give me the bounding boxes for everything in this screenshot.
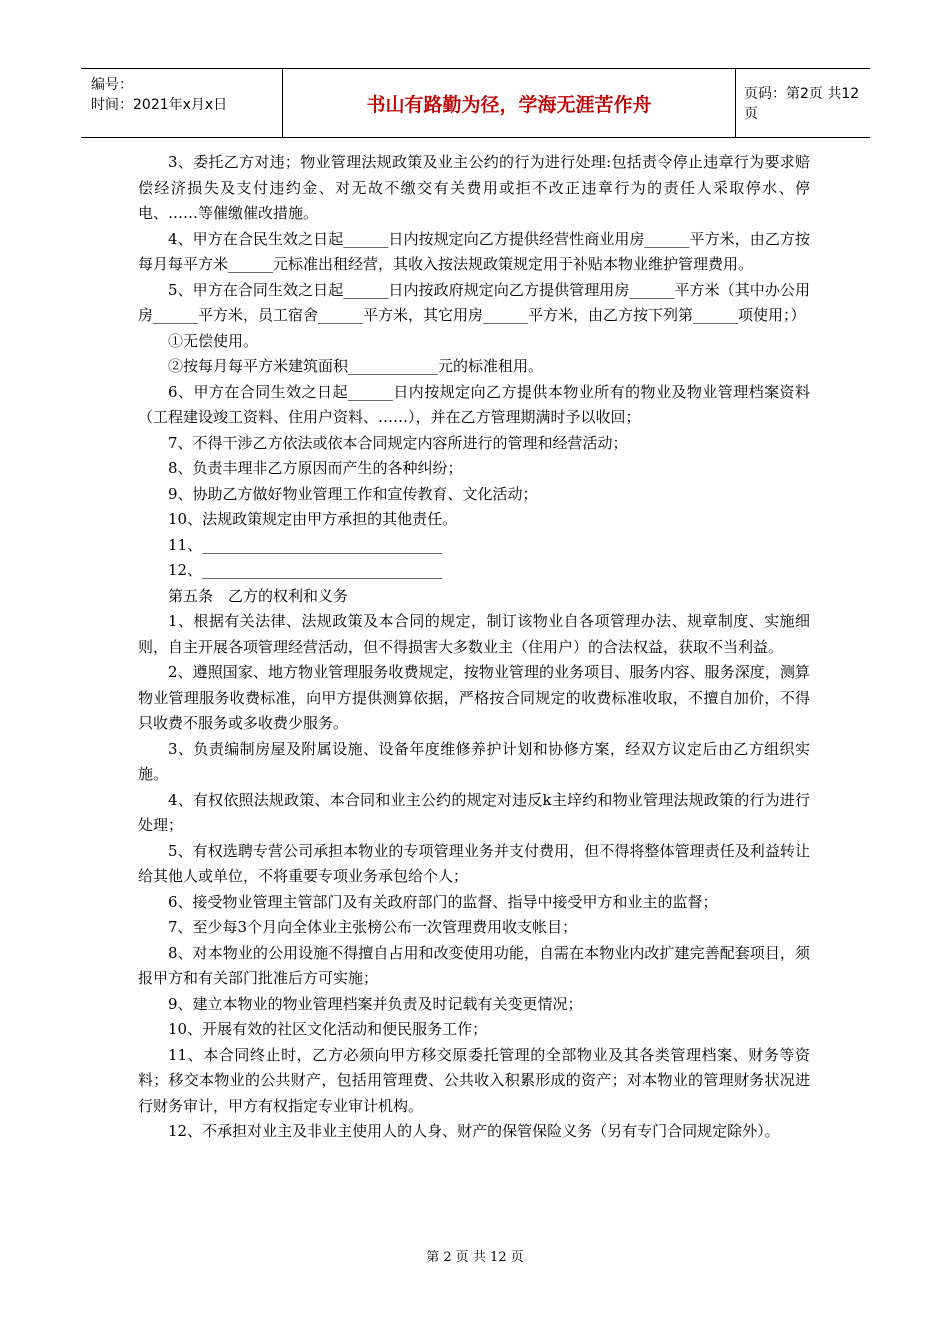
paragraph: 5、有权选聘专营公司承担本物业的专项管理业务并支付费用，但不得将整体管理责任及利益转让给其他人或单位，不将重要专项业务承包给个人； [138,841,810,885]
paragraph: 9、协助乙方做好物业管理工作和宣传教育、文化活动； [168,484,538,503]
paragraph: ①无偿使用。 [168,331,259,350]
paragraph: 4、甲方在合民生效之日起______日内按规定向乙方提供经营性商业用房______平方米，由乙方按每月每平方米______元标准出租经营，其收入按法规政策规定用于补贴本物业维护管理费用。 [138,229,810,273]
paragraph: 11、________________________________ [168,535,443,554]
document-body [138,150,810,1145]
paragraph: 10、法规政策规定由甲方承担的其他责任。 [168,510,458,528]
paragraph: 8、对本物业的公用设施不得擅自占用和改变使用功能，自需在本物业内改扩建完善配套项目，须报甲方和有关部门批准后方可实施； [138,943,810,987]
page-footer: 第 2 页 共 12 页 [426,1250,524,1265]
header-motto: 书山有路勤为径，学海无涯苦作舟 [283,69,736,137]
paragraph: 9、建立本物业的物业管理档案并负责及时记载有关变更情况； [168,994,583,1013]
paragraph: 5、甲方在合同生效之日起______日内按政府规定向乙方提供管理用房______平方米（其中办公用房______平方米，员工宿舍______平方米，其它用房______平方米，由乙方按下列第______项使用；） [138,280,810,324]
paragraph: 12、________________________________ [168,561,443,579]
paragraph: 12、不承担对业主及非业主使用人的人身、财产的保管保险义务（另有专门合同规定除外）。 [168,1122,780,1140]
paragraph: 6、接受物业管理主管部门及有关政府部门的监督、指导中接受甲方和业主的监督； [168,892,718,911]
paragraph: ②按每月每平方米建筑面积____________元的标准租用。 [168,357,544,375]
paragraph: 10、开展有效的社区文化活动和便民服务工作； [168,1020,488,1038]
paragraph: 7、至少每3个月向全体业主张榜公布一次管理费用收支帐目； [168,918,578,936]
paragraph: 3、负责编制房屋及附属设施、设备年度维修养护计划和协修方案，经双方议定后由乙方组织实施。 [138,739,810,783]
paragraph: 2、遵照国家、地方物业管理服务收费规定，按物业管理的业务项目、服务内容、服务深度，测算物业管理服务收费标准，向甲方提供测算依据，严格按合同规定的收费标准收取，不擅自加价，不得只收费不服务或多收费少服务。 [138,663,810,732]
paragraph: 1、根据有关法律、法规政策及本合同的规定，制订该物业自各项管理办法、规章制度、实施细则，自主开展各项管理经营活动，但不得损害大多数业主（住用户）的合法权益，获取不当利益。 [138,612,810,656]
header-info [81,69,283,137]
document-date: 时间：2021年x月x日 [91,97,228,113]
paragraph: 8、负责丰理非乙方原因而产生的各种纠纷； [168,459,463,477]
header-page-info: 页码：第2页 共12页 [744,86,860,122]
paragraph: 11、本合同终止时，乙方必须向甲方移交原委托管理的全部物业及其各类管理档案、财务等资料；移交本物业的公共财产，包括用管理费、公共收入积累形成的资产；对本物业的管理财务状况进行财务审计，甲方有权指定专业审计机构。 [138,1045,810,1115]
paragraph: 3、委托乙方对违；物业管理法规政策及业主公约的行为进行处理:包括责令停止违章行为要求赔偿经济损失及支付违约金、对无故不缴交有关费用或拒不改正违章行为的责任人采取停水、停电、……等催缴催改措施。 [138,153,810,222]
paragraph: 7、不得干涉乙方依法或依本合同规定内容所进行的管理和经营活动； [168,433,628,452]
document-code: 编号： [91,77,133,93]
section-heading: 第五条 乙方的权利和义务 [168,586,349,605]
paragraph: 4、有权依照法规政策、本合同和业主公约的规定对违反k主垶约和物业管理法规政策的行为进行处理； [138,790,810,834]
page-header [81,68,870,138]
paragraph: 6、甲方在合同生效之日起______日内按规定向乙方提供本物业所有的物业及物业管理档案资料（工程建设竣工资料、住用户资料、……），并在乙方管理期满时予以收回； [138,382,810,426]
